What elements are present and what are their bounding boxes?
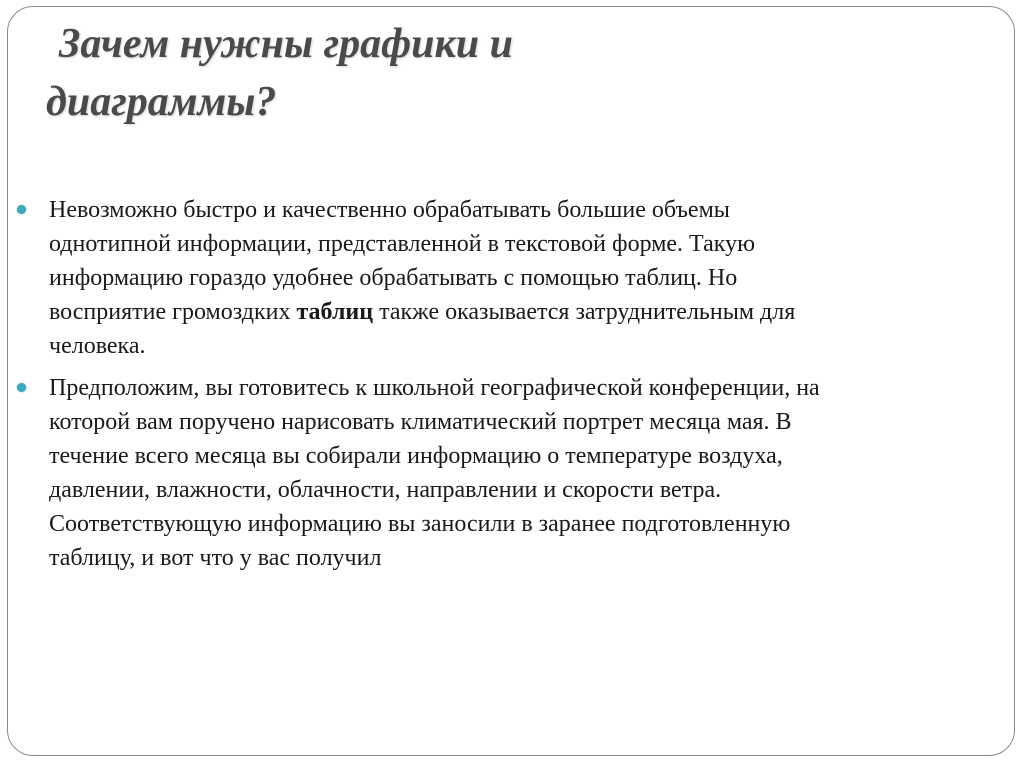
bullet-list (49, 193, 839, 583)
slide-title (46, 15, 666, 131)
bullet-1-text-end: также оказывается затруднительным для человека. (49, 299, 796, 359)
bullet-1-text-start: Невозможно быстро и качественно обрабатывать большие объемы однотипной информации, представленной в текстовой форме. Такую информацию гораздо удобнее обрабатывать с помощью таблиц. Но восприятие громоздких (49, 197, 756, 325)
bullet-dot-icon (17, 205, 26, 214)
bullet-item-2 (49, 371, 839, 575)
bullet-1-bold-word: таблиц (296, 299, 374, 325)
slide-title-line-2: диаграммы? (46, 79, 277, 125)
slide-title-line-1: Зачем нужны графики и (59, 21, 514, 67)
bullet-dot-icon (17, 383, 26, 392)
slide (7, 6, 1015, 756)
bullet-2-text: Предположим, вы готовитесь к школьной географической конференции, на которой вам поручено нарисовать климатический портрет месяца мая. В течение всего месяца вы собирали информацию о температуре воздуха, давлении, влажности, облачности, направлении и скорости ветра. Соответствующую информацию вы заносили в заранее подготовленную таблицу, и вот что у вас получил (49, 375, 820, 571)
bullet-item-1 (49, 193, 839, 363)
